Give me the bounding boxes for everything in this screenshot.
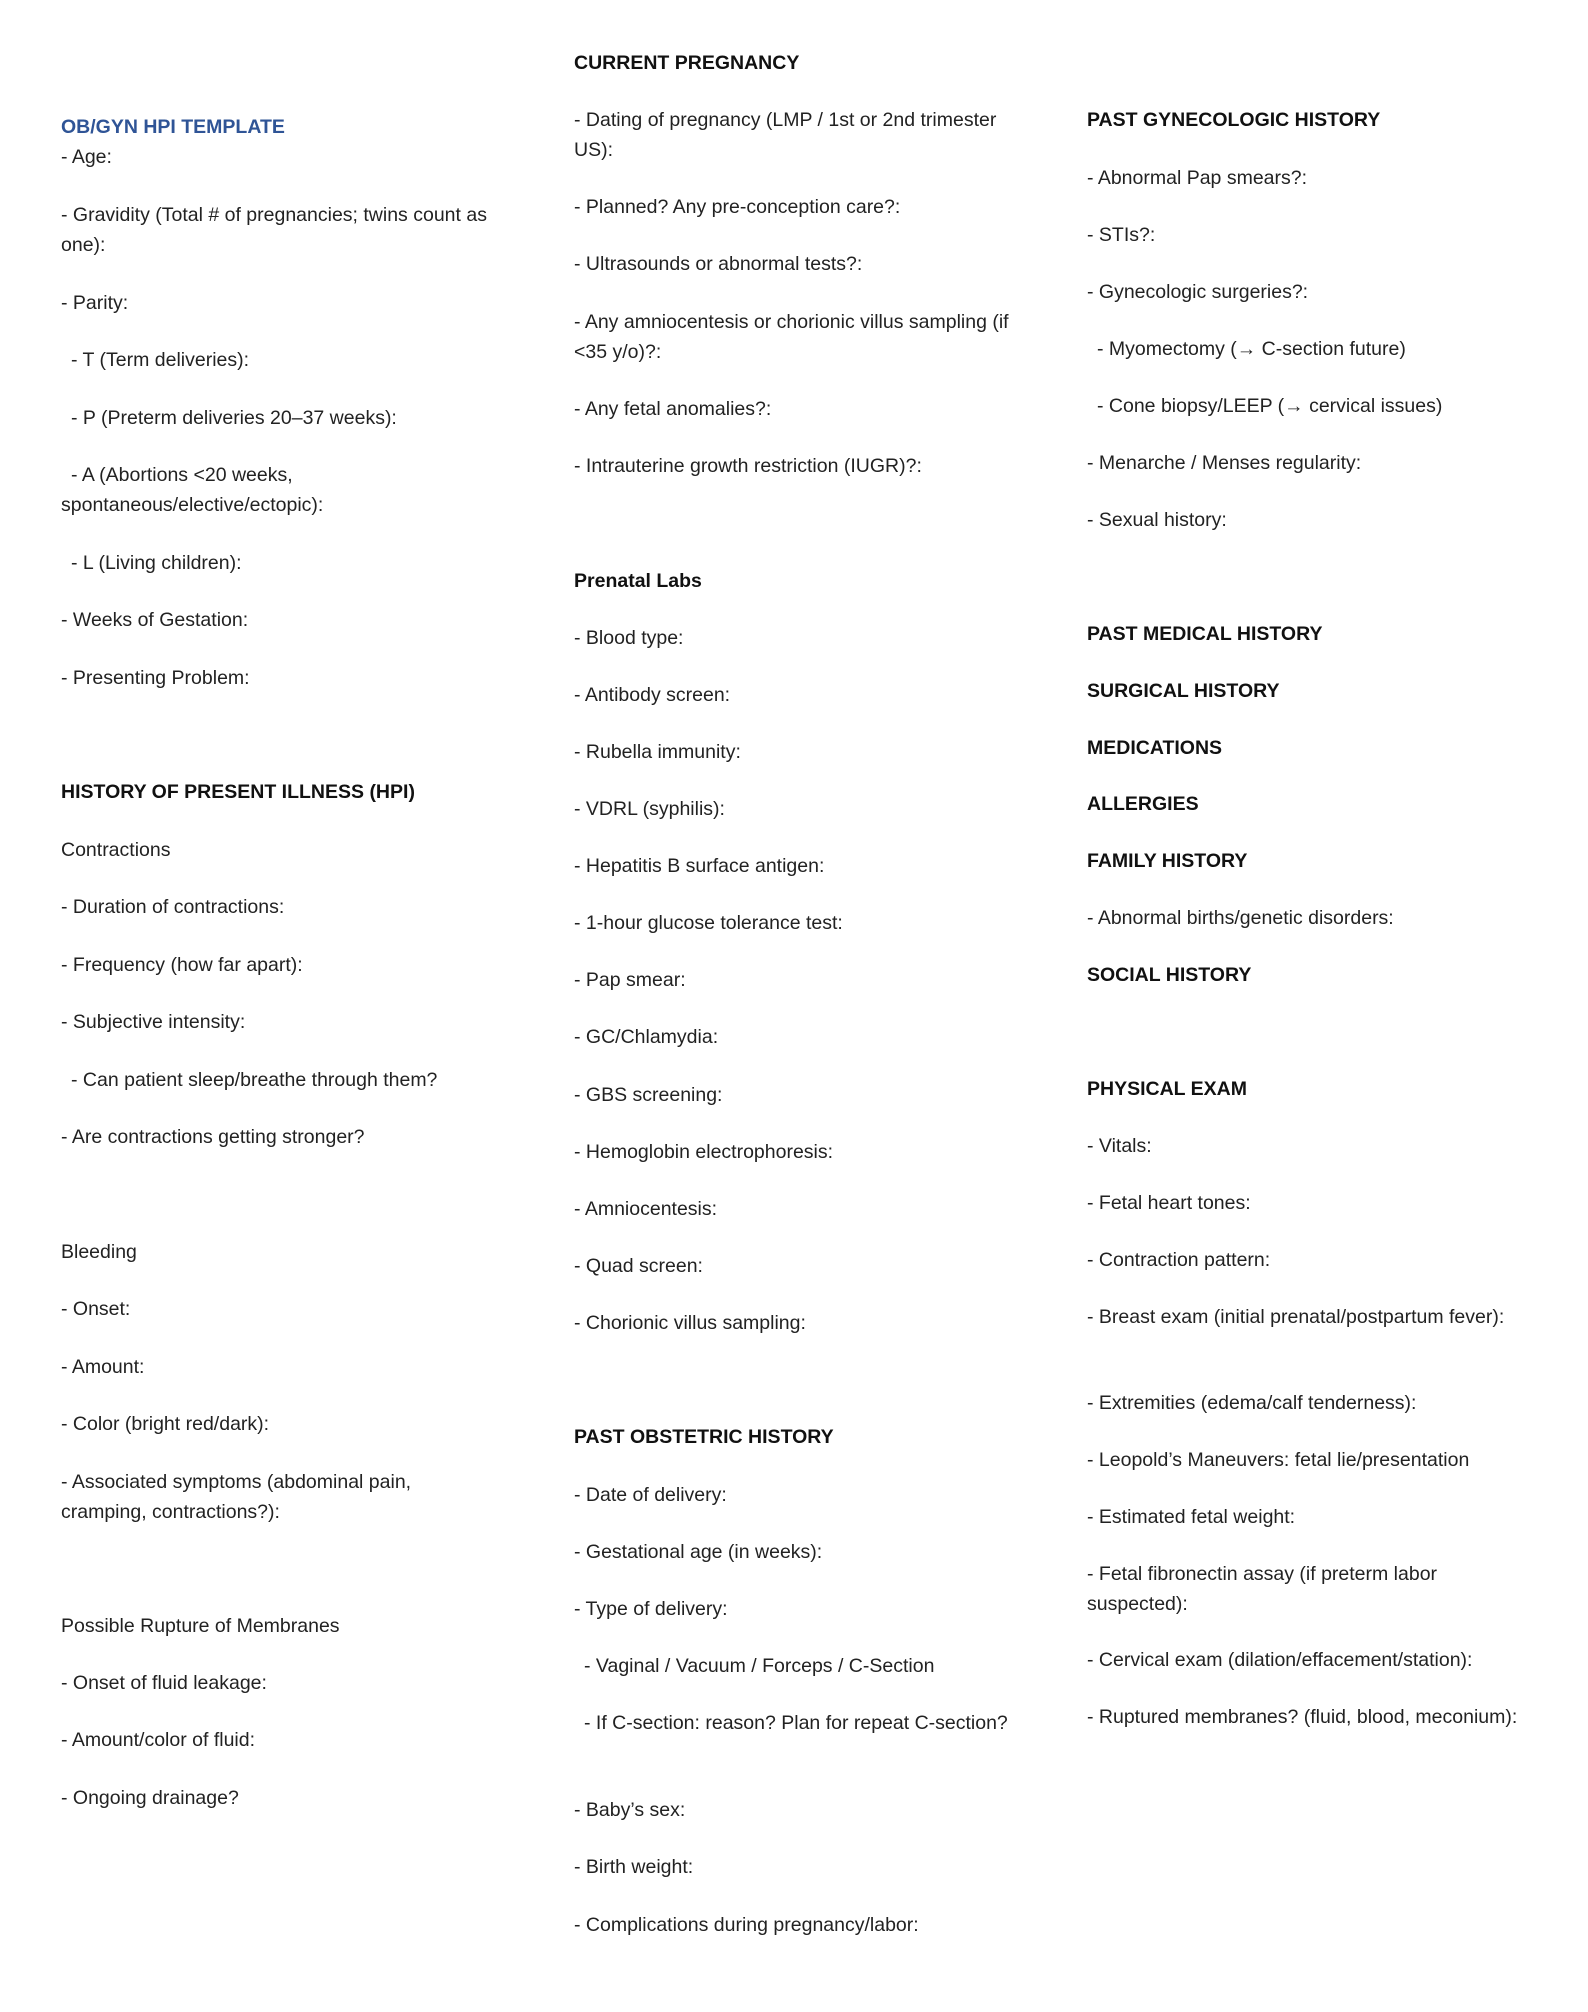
past-obstetric-item: - Baby’s sex:: [574, 1799, 686, 1821]
bleeding-heading: Bleeding: [61, 1241, 137, 1263]
physical-exam-item: - Cervical exam (dilation/effacement/station):: [1087, 1649, 1473, 1671]
field-living: - L (Living children):: [71, 552, 242, 574]
bleeding-item: - Amount:: [61, 1356, 145, 1378]
current-pregnancy-heading: CURRENT PREGNANCY: [574, 52, 800, 74]
prenatal-labs-heading: Prenatal Labs: [574, 570, 702, 592]
contractions-item: - Can patient sleep/breathe through them?: [71, 1069, 438, 1091]
physical-exam-item: - Vitals:: [1087, 1135, 1152, 1157]
bleeding-item: - Onset:: [61, 1298, 131, 1320]
physical-exam-item: - Extremities (edema/calf tenderness):: [1087, 1392, 1417, 1414]
past-gyn-heading: PAST GYNECOLOGIC HISTORY: [1087, 109, 1381, 131]
field-presenting-problem: - Presenting Problem:: [61, 667, 250, 689]
contractions-item: - Duration of contractions:: [61, 896, 285, 918]
physical-exam-item: - Estimated fetal weight:: [1087, 1506, 1296, 1528]
rupture-item: - Amount/color of fluid:: [61, 1729, 256, 1751]
family-item: - Abnormal births/genetic disorders:: [1087, 907, 1394, 929]
rupture-heading: Possible Rupture of Membranes: [61, 1615, 340, 1637]
surgical-heading: SURGICAL HISTORY: [1087, 680, 1280, 702]
past-obstetric-item: - Gestational age (in weeks):: [574, 1541, 823, 1563]
prenatal-lab-item: - Hemoglobin electrophoresis:: [574, 1141, 834, 1163]
prenatal-lab-item: - GC/Chlamydia:: [574, 1026, 719, 1048]
physical-exam-item: - Contraction pattern:: [1087, 1249, 1271, 1271]
current-pregnancy-item: - Planned? Any pre-conception care?:: [574, 196, 901, 218]
physical-exam-item: - Leopold’s Maneuvers: fetal lie/presentation: [1087, 1449, 1470, 1471]
social-heading: SOCIAL HISTORY: [1087, 964, 1252, 986]
rupture-item: - Ongoing drainage?: [61, 1787, 239, 1809]
prenatal-lab-item: - VDRL (syphilis):: [574, 798, 725, 820]
prenatal-lab-item: - 1-hour glucose tolerance test:: [574, 912, 843, 934]
current-pregnancy-item: - Any fetal anomalies?:: [574, 398, 772, 420]
contractions-item: - Subjective intensity:: [61, 1011, 246, 1033]
past-gyn-item: - Gynecologic surgeries?:: [1087, 281, 1309, 303]
past-obstetric-item: - Birth weight:: [574, 1856, 694, 1878]
bleeding-item: - Associated symptoms (abdominal pain, cramping, contractions?):: [61, 1471, 412, 1523]
medications-heading: MEDICATIONS: [1087, 737, 1223, 759]
prenatal-lab-item: - Blood type:: [574, 627, 684, 649]
current-pregnancy-item: - Dating of pregnancy (LMP / 1st or 2nd trimester US):: [574, 109, 997, 161]
hpi-heading: HISTORY OF PRESENT ILLNESS (HPI): [61, 781, 415, 803]
past-gyn-item: - Sexual history:: [1087, 509, 1227, 531]
physical-exam-item: - Fetal fibronectin assay (if preterm labor suspected):: [1087, 1563, 1438, 1615]
physical-exam-item: - Breast exam (initial prenatal/postpartum fever):: [1087, 1306, 1505, 1328]
field-age: - Age:: [61, 146, 112, 168]
physical-exam-item: - Ruptured membranes? (fluid, blood, meconium):: [1087, 1706, 1518, 1728]
field-weeks-gestation: - Weeks of Gestation:: [61, 609, 249, 631]
past-obstetric-item: - Date of delivery:: [574, 1484, 727, 1506]
contractions-item: - Are contractions getting stronger?: [61, 1126, 365, 1148]
contractions-item: - Frequency (how far apart):: [61, 954, 303, 976]
past-gyn-item: - Cone biopsy/LEEP (→ cervical issues): [1097, 395, 1443, 417]
past-obstetric-item: - If C-section: reason? Plan for repeat C-section?: [584, 1712, 1008, 1734]
prenatal-lab-item: - Pap smear:: [574, 969, 686, 991]
prenatal-lab-item: - Hepatitis B surface antigen:: [574, 855, 825, 877]
prenatal-lab-item: - Quad screen:: [574, 1255, 703, 1277]
page-title: OB/GYN HPI TEMPLATE: [61, 116, 285, 138]
field-abortions: - A (Abortions <20 weeks, spontaneous/elective/ectopic):: [61, 464, 324, 516]
past-obstetric-item: - Vaginal / Vacuum / Forceps / C-Section: [584, 1655, 935, 1677]
family-heading: FAMILY HISTORY: [1087, 850, 1248, 872]
prenatal-lab-item: - Amniocentesis:: [574, 1198, 718, 1220]
physical-exam-item: - Fetal heart tones:: [1087, 1192, 1251, 1214]
current-pregnancy-item: - Any amniocentesis or chorionic villus sampling (if <35 y/o)?:: [574, 311, 1009, 363]
prenatal-lab-item: - Chorionic villus sampling:: [574, 1312, 806, 1334]
current-pregnancy-item: - Ultrasounds or abnormal tests?:: [574, 253, 863, 275]
allergies-heading: ALLERGIES: [1087, 793, 1199, 815]
past-obstetric-item: - Type of delivery:: [574, 1598, 728, 1620]
field-preterm: - P (Preterm deliveries 20–37 weeks):: [71, 407, 397, 429]
contractions-heading: Contractions: [61, 839, 171, 861]
physical-exam-heading: PHYSICAL EXAM: [1087, 1078, 1247, 1100]
prenatal-lab-item: - GBS screening:: [574, 1084, 723, 1106]
field-gravidity: - Gravidity (Total # of pregnancies; twins count as one):: [61, 204, 487, 256]
field-term: - T (Term deliveries):: [71, 349, 250, 371]
past-gyn-item: - Myomectomy (→ C-section future): [1097, 338, 1406, 360]
prenatal-lab-item: - Antibody screen:: [574, 684, 731, 706]
past-obstetric-item: - Complications during pregnancy/labor:: [574, 1914, 919, 1936]
past-medical-heading: PAST MEDICAL HISTORY: [1087, 623, 1323, 645]
past-gyn-item: - Abnormal Pap smears?:: [1087, 167, 1308, 189]
bleeding-item: - Color (bright red/dark):: [61, 1413, 270, 1435]
field-parity: - Parity:: [61, 292, 129, 314]
prenatal-lab-item: - Rubella immunity:: [574, 741, 741, 763]
past-gyn-item: - STIs?:: [1087, 224, 1156, 246]
past-gyn-item: - Menarche / Menses regularity:: [1087, 452, 1362, 474]
past-obstetric-heading: PAST OBSTETRIC HISTORY: [574, 1426, 834, 1448]
rupture-item: - Onset of fluid leakage:: [61, 1672, 267, 1694]
current-pregnancy-item: - Intrauterine growth restriction (IUGR)?:: [574, 455, 922, 477]
